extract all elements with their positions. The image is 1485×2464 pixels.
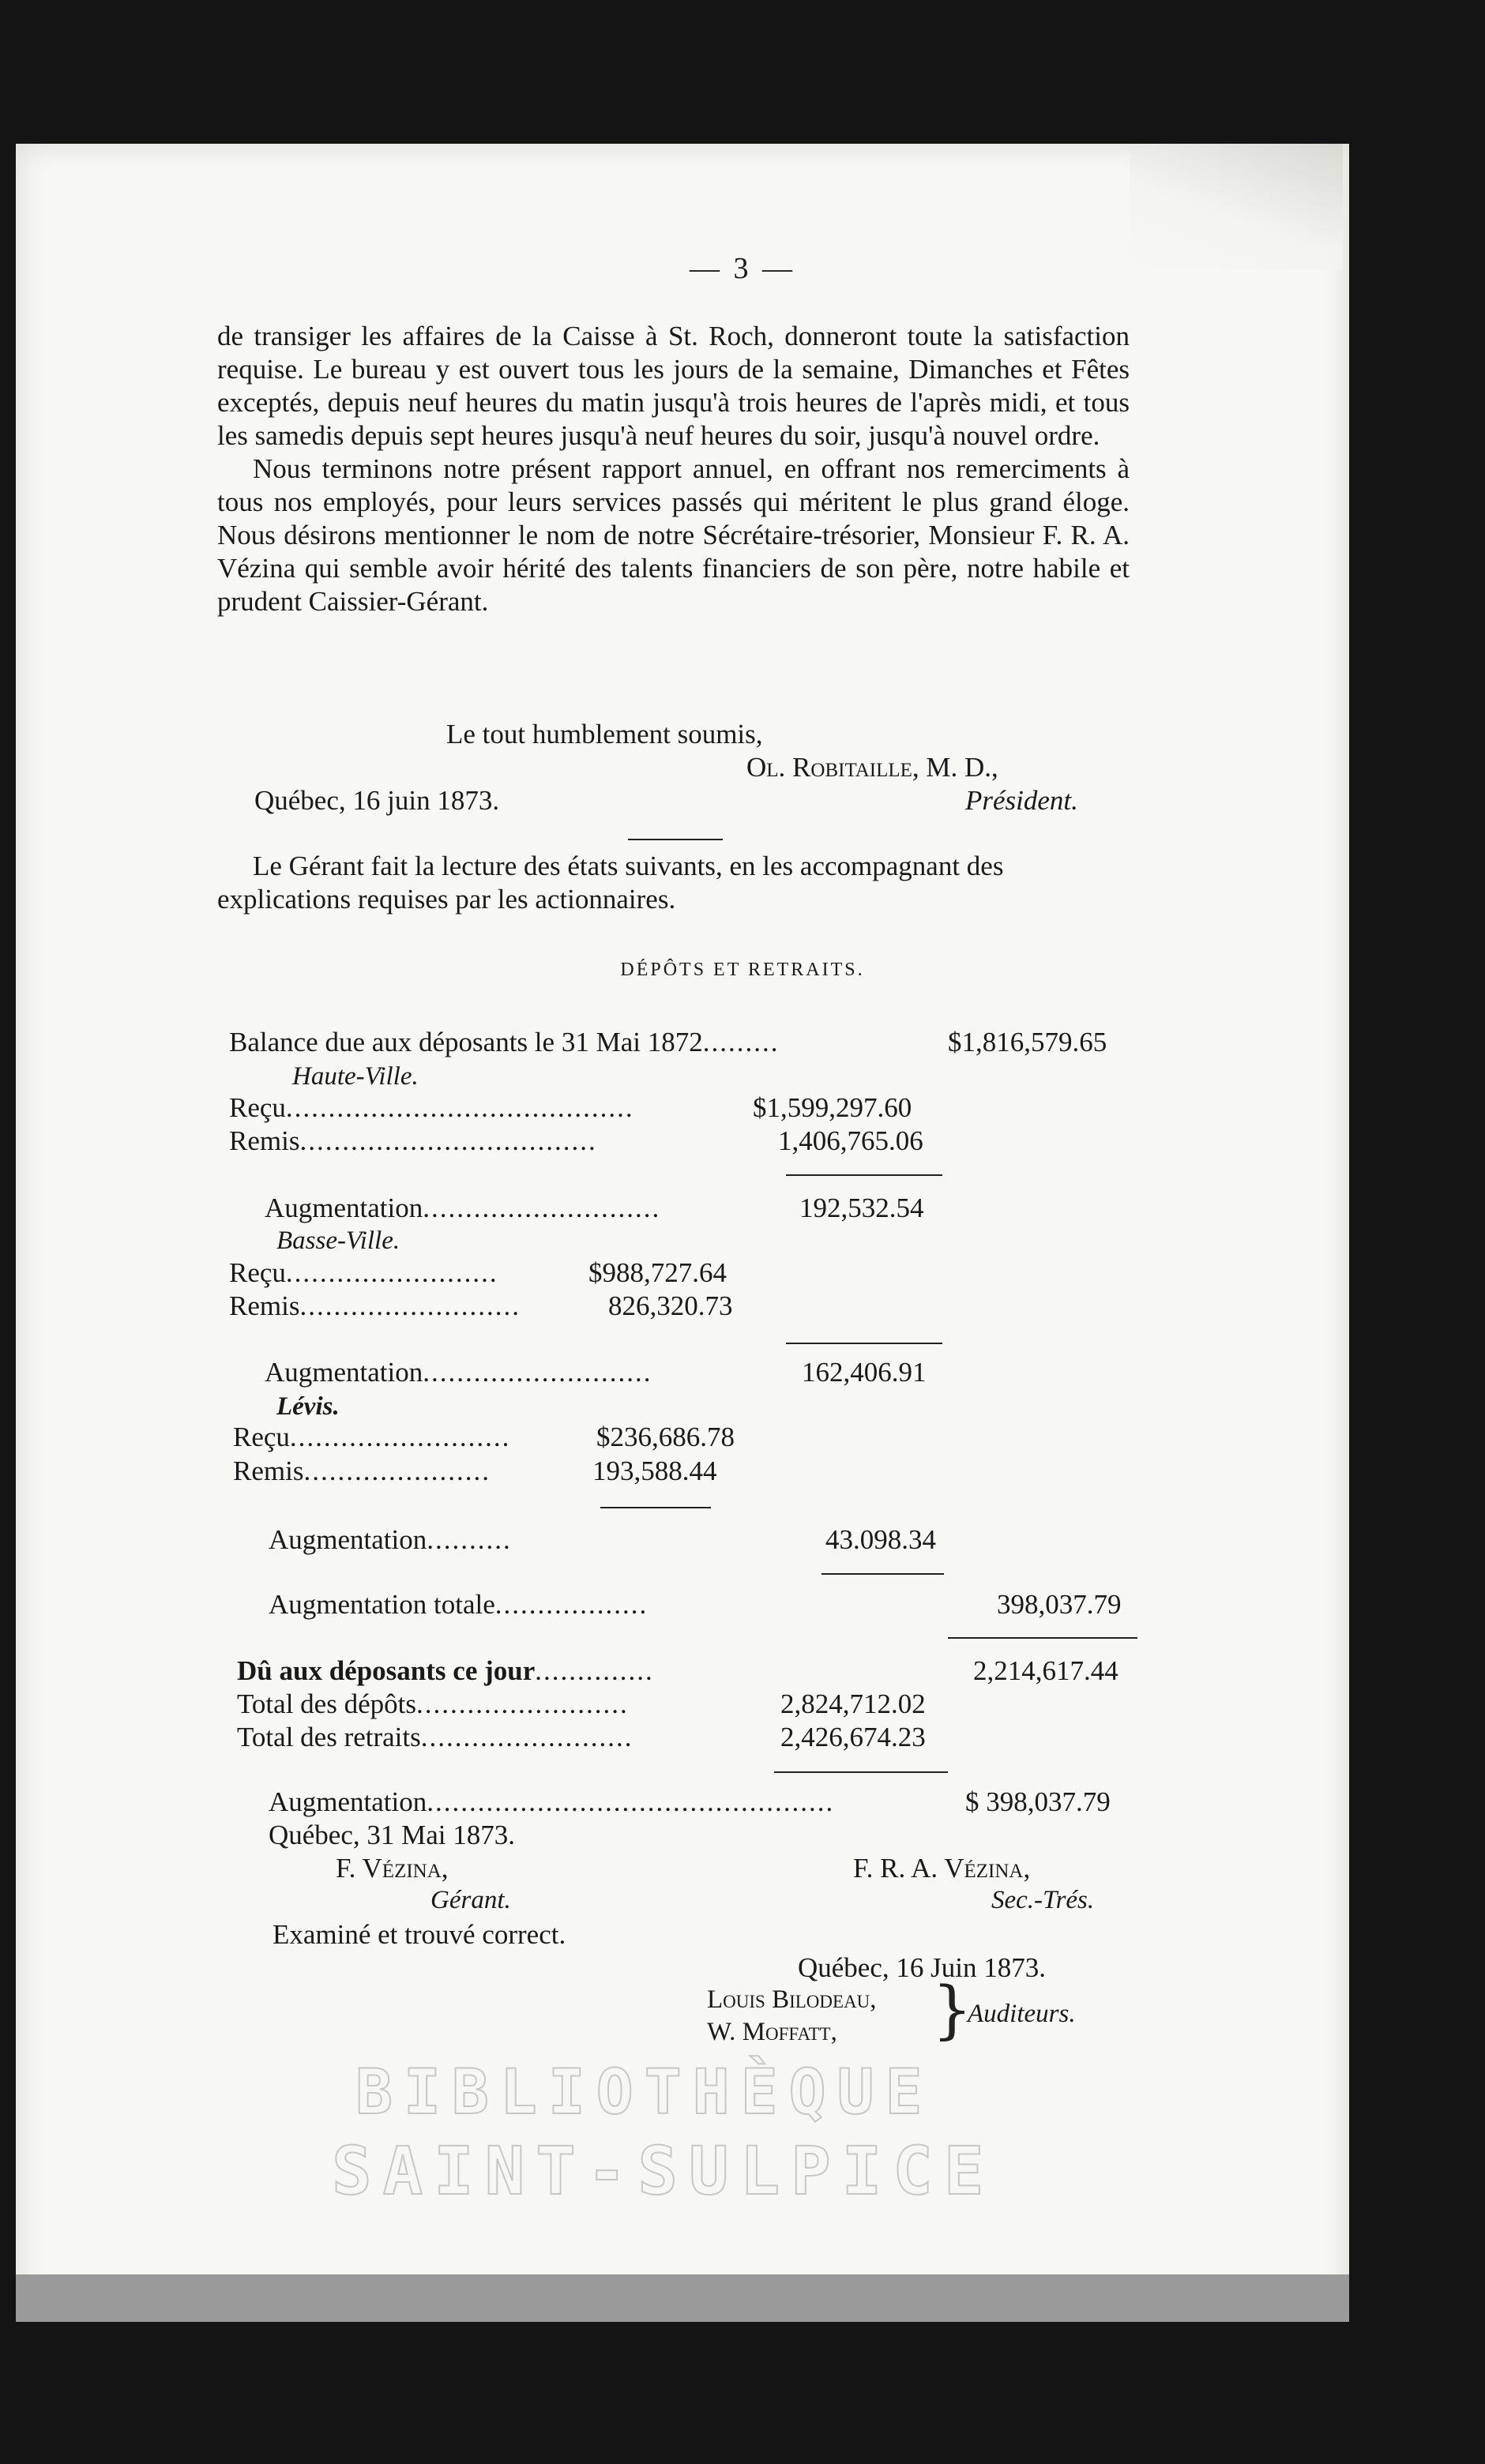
balance-value: $1,816,579.65 (948, 1027, 1107, 1057)
final-aug-label: Augmentation (269, 1786, 427, 1817)
rule (786, 1343, 942, 1344)
submitted-line: Le tout humblement soumis, (446, 719, 763, 749)
statement-date: Québec, 31 Mai 1873. (269, 1820, 516, 1850)
page-edge (16, 2274, 1349, 2322)
haute-ville-remis-row: Remis................................... (229, 1125, 597, 1156)
levis-aug-value: 43.098.34 (825, 1524, 936, 1555)
signatory-name: Ol. Robitaille, M. D., (746, 752, 998, 783)
final-aug-row: Augmentation................................................ (269, 1786, 835, 1817)
rule (821, 1573, 944, 1575)
haute-ville-recu-row: Reçu......................................... (229, 1092, 634, 1123)
basse-ville-recu-value: $988,727.64 (588, 1257, 727, 1288)
signatory-title: Président. (965, 785, 1078, 816)
basse-ville-remis-label: Remis (229, 1290, 300, 1321)
du-value: 2,214,617.44 (973, 1655, 1118, 1686)
examined-note: Examiné et trouvé correct. (273, 1919, 566, 1950)
levis-remis-label: Remis (233, 1455, 304, 1486)
levis-title: Lévis. (276, 1392, 340, 1421)
haute-ville-remis-label: Remis (229, 1125, 300, 1156)
retraits-row: Total des retraits......................... (237, 1722, 633, 1752)
haute-ville-aug-value: 192,532.54 (799, 1193, 924, 1223)
rule (774, 1771, 948, 1773)
library-stamp-line-2: SAINT-SULPICE (332, 2132, 995, 2210)
haute-ville-remis-value: 1,406,765.06 (778, 1125, 923, 1156)
paragraph-2: Nous terminons notre présent rapport annuel, en offrant nos remerciments à tous nos employés, pour leurs services passés qui méritent le plus grand éloge. Nous désirons mentionner le nom de notre Sécrétaire-trésorier, Monsieur F. R. A. Vézina qui semble avoir hérité des talents financiers de son père, notre habile et prudent Caissier-Gérant. (217, 453, 1130, 617)
basse-ville-aug-row: Augmentation........................... (265, 1357, 652, 1388)
audit-date: Québec, 16 Juin 1873. (798, 1952, 1046, 1983)
haute-ville-aug-row: Augmentation............................ (265, 1193, 661, 1223)
levis-remis-row: Remis...................... (233, 1455, 491, 1486)
balance-label: Balance due aux déposants le 31 Mai 1872 (229, 1027, 703, 1057)
retraits-value: 2,426,674.23 (780, 1722, 926, 1752)
balance-row: Balance due aux déposants le 31 Mai 1872......... (229, 1027, 780, 1057)
du-label: Dû aux déposants ce jour (237, 1655, 536, 1686)
basse-ville-remis-row: Remis.......................... (229, 1290, 521, 1321)
basse-ville-aug-label: Augmentation (265, 1357, 423, 1388)
library-stamp-line-1: BIBLIOTHÈQUE (355, 2057, 934, 2128)
basse-ville-recu-label: Reçu (229, 1257, 286, 1288)
depots-label: Total des dépôts (237, 1688, 416, 1719)
final-aug-value: $ 398,037.79 (965, 1786, 1111, 1817)
levis-aug-row: Augmentation.......... (269, 1524, 512, 1555)
secretary-title: Sec.-Trés. (991, 1886, 1095, 1914)
levis-recu-label: Reçu (233, 1422, 290, 1452)
total-aug-row: Augmentation totale.................. (269, 1589, 649, 1620)
haute-ville-recu-value: $1,599,297.60 (753, 1092, 912, 1123)
depots-value: 2,824,712.02 (780, 1688, 926, 1719)
depots-row: Total des dépôts......................... (237, 1688, 629, 1719)
total-aug-value: 398,037.79 (997, 1589, 1122, 1620)
report-body (217, 320, 1130, 618)
total-aug-label: Augmentation totale (269, 1589, 495, 1620)
levis-aug-label: Augmentation (269, 1524, 427, 1555)
rule (948, 1637, 1137, 1639)
brace-symbol: } (932, 1973, 972, 2046)
manager-title: Gérant. (430, 1886, 511, 1914)
auditor-1: Louis Bilodeau, (707, 1985, 877, 2014)
haute-ville-aug-label: Augmentation (265, 1193, 423, 1223)
rule (600, 1507, 711, 1508)
levis-remis-value: 193,588.44 (592, 1455, 717, 1486)
du-row: Dû aux déposants ce jour.............. (237, 1655, 654, 1686)
auditors-title: Auditeurs. (968, 2000, 1076, 2028)
basse-ville-title: Basse-Ville. (276, 1226, 400, 1255)
haute-ville-recu-label: Reçu (229, 1092, 286, 1123)
retraits-label: Total des retraits (237, 1722, 421, 1752)
intro-paragraph: Le Gérant fait la lecture des états suivants, en les accompagnant des explications requises par les actionnaires. (217, 851, 1004, 915)
basse-ville-recu-row: Reçu......................... (229, 1257, 498, 1288)
levis-recu-value: $236,686.78 (596, 1422, 735, 1452)
paragraph-1: de transiger les affaires de la Caisse à St. Roch, donneront toute la satisfaction requise. Le bureau y est ouvert tous les jours de la semaine, Dimanches et Fêtes exceptés, depuis neuf heures du matin jusqu'à trois heures de l'après midi, et tous les samedis depuis sept heures jusqu'à neuf heures du soir, jusqu'à nouvel ordre. (217, 321, 1130, 451)
secretary-name: F. R. A. Vézina, (853, 1853, 1031, 1884)
haute-ville-title: Haute-Ville. (292, 1062, 419, 1091)
place-date: Québec, 16 juin 1873. (254, 785, 500, 816)
basse-ville-remis-value: 826,320.73 (608, 1290, 733, 1321)
divider (628, 839, 723, 840)
page-number: — 3 — (690, 252, 795, 285)
rule (786, 1174, 942, 1176)
levis-recu-row: Reçu.......................... (233, 1422, 511, 1452)
basse-ville-aug-value: 162,406.91 (802, 1357, 927, 1388)
section-heading: DÉPÔTS ET RETRAITS. (620, 960, 865, 980)
auditor-2: W. Moffatt, (707, 2018, 837, 2046)
manager-name: F. Vézina, (336, 1853, 449, 1884)
